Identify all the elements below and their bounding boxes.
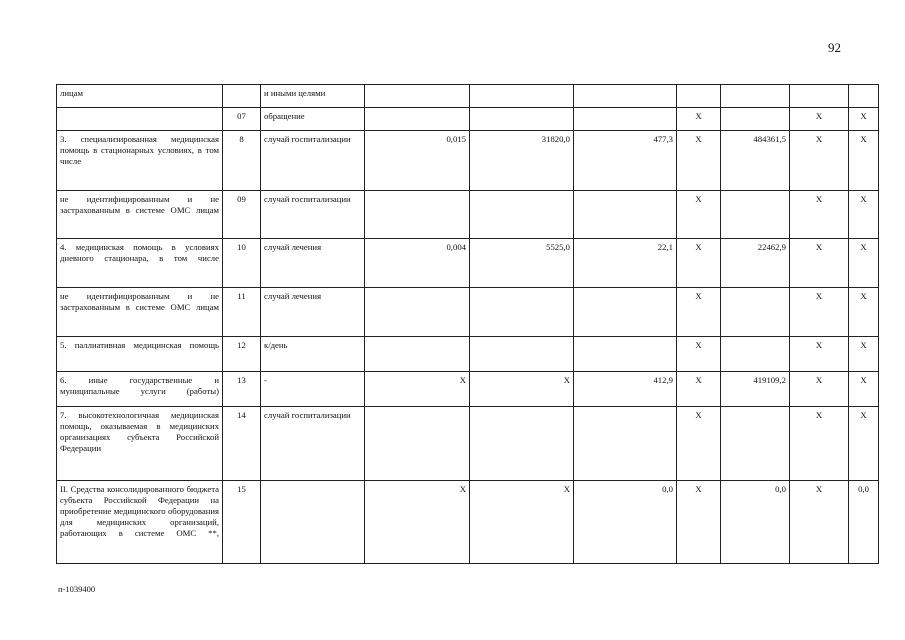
cell-col-7: Х [677, 288, 721, 337]
cell-col-5: Х [470, 372, 574, 407]
table-row [57, 85, 879, 108]
cell-col-7: Х [677, 407, 721, 481]
cell-col-4: 0,004 [365, 239, 470, 288]
table-row [57, 131, 879, 191]
cell-col-8: 0,0 [721, 481, 790, 564]
row-code [223, 85, 261, 108]
cell-col-4 [365, 108, 470, 131]
cell-col-5 [470, 407, 574, 481]
row-name: 4. медицинская помощь в условиях дневного стационара, в том числе [57, 239, 223, 288]
table-row [57, 481, 879, 564]
cell-col-6: 477,3 [574, 131, 677, 191]
row-unit: случай лечения [261, 288, 365, 337]
cell-col-8 [721, 407, 790, 481]
cell-col-7 [677, 85, 721, 108]
row-unit: и иными целями [261, 85, 365, 108]
cell-col-5: 5525,0 [470, 239, 574, 288]
table-row [57, 108, 879, 131]
row-unit: обращение [261, 108, 365, 131]
cell-col-10: Х [849, 288, 879, 337]
row-code: 13 [223, 372, 261, 407]
cell-col-5 [470, 288, 574, 337]
row-unit: к/день [261, 337, 365, 372]
cell-col-8: 419109,2 [721, 372, 790, 407]
row-name: 6. иные государственные и муниципальные услуги (работы) [57, 372, 223, 407]
cell-col-4 [365, 191, 470, 239]
cell-col-7: Х [677, 481, 721, 564]
row-code: 15 [223, 481, 261, 564]
row-code: 07 [223, 108, 261, 131]
row-name: лицам [57, 85, 223, 108]
cell-col-9: Х [790, 372, 849, 407]
cell-col-6 [574, 337, 677, 372]
cell-col-8 [721, 288, 790, 337]
cell-col-8 [721, 191, 790, 239]
row-code: 8 [223, 131, 261, 191]
cell-col-4: Х [365, 481, 470, 564]
cell-col-7: Х [677, 372, 721, 407]
cell-col-4 [365, 337, 470, 372]
cell-col-8: 484361,5 [721, 131, 790, 191]
row-unit: случай лечения [261, 239, 365, 288]
cell-col-7: Х [677, 239, 721, 288]
cell-col-9: Х [790, 288, 849, 337]
row-code: 11 [223, 288, 261, 337]
cell-col-9: Х [790, 191, 849, 239]
cell-col-8: 22462,9 [721, 239, 790, 288]
cell-col-6: 0,0 [574, 481, 677, 564]
row-unit: случай госпитализации [261, 131, 365, 191]
row-name: 3. специализированная медицинская помощь в стационарных условиях, в том числе [57, 131, 223, 191]
cell-col-10: 0,0 [849, 481, 879, 564]
cell-col-8 [721, 337, 790, 372]
cell-col-5 [470, 191, 574, 239]
table-row [57, 191, 879, 239]
cell-col-10: Х [849, 108, 879, 131]
cell-col-9: Х [790, 131, 849, 191]
cell-col-8 [721, 108, 790, 131]
row-code: 12 [223, 337, 261, 372]
cell-col-6 [574, 288, 677, 337]
cell-col-7: Х [677, 131, 721, 191]
cell-col-5 [470, 337, 574, 372]
cell-col-6 [574, 85, 677, 108]
cell-col-5: Х [470, 481, 574, 564]
cell-col-9: Х [790, 108, 849, 131]
cell-col-4 [365, 407, 470, 481]
row-code: 09 [223, 191, 261, 239]
table-row [57, 337, 879, 372]
row-unit: случай госпитализации [261, 407, 365, 481]
budget-table [56, 84, 879, 564]
cell-col-5 [470, 85, 574, 108]
row-name: II. Средства консолидированного бюджета субъекта Российской Федерации на приобретение медицинского оборудования для медицинских организаций, работающих в системе ОМС **, [57, 481, 223, 564]
cell-col-10: Х [849, 337, 879, 372]
row-unit: - [261, 372, 365, 407]
cell-col-7: Х [677, 191, 721, 239]
cell-col-7: Х [677, 337, 721, 372]
cell-col-8 [721, 85, 790, 108]
row-name: не идентифицированным и не застрахованным в системе ОМС лицам [57, 288, 223, 337]
cell-col-9 [790, 85, 849, 108]
cell-col-9: Х [790, 481, 849, 564]
cell-col-6 [574, 108, 677, 131]
table-row [57, 407, 879, 481]
cell-col-4 [365, 85, 470, 108]
table-row [57, 239, 879, 288]
row-code: 10 [223, 239, 261, 288]
table-row [57, 372, 879, 407]
row-name: 7. высокотехнологичная медицинская помощь, оказываемая в медицинских организациях субъекта Российской Федерации [57, 407, 223, 481]
cell-col-5 [470, 108, 574, 131]
cell-col-10: Х [849, 191, 879, 239]
row-code: 14 [223, 407, 261, 481]
cell-col-10 [849, 85, 879, 108]
row-unit: случай госпитализации [261, 191, 365, 239]
cell-col-5: 31820,0 [470, 131, 574, 191]
row-name [57, 108, 223, 131]
cell-col-9: Х [790, 239, 849, 288]
document-code: п-1039400 [58, 584, 96, 594]
row-unit [261, 481, 365, 564]
cell-col-6: 22,1 [574, 239, 677, 288]
cell-col-10: Х [849, 407, 879, 481]
cell-col-6 [574, 191, 677, 239]
cell-col-10: Х [849, 131, 879, 191]
row-name: 5. паллиативная медицинская помощь [57, 337, 223, 372]
cell-col-4 [365, 288, 470, 337]
cell-col-4: Х [365, 372, 470, 407]
page-number: 92 [828, 40, 841, 55]
row-name: не идентифицированным и не застрахованным в системе ОМС лицам [57, 191, 223, 239]
cell-col-10: Х [849, 239, 879, 288]
cell-col-4: 0,015 [365, 131, 470, 191]
cell-col-6: 412,9 [574, 372, 677, 407]
table-row [57, 288, 879, 337]
cell-col-9: Х [790, 407, 849, 481]
cell-col-7: Х [677, 108, 721, 131]
cell-col-9: Х [790, 337, 849, 372]
cell-col-6 [574, 407, 677, 481]
cell-col-10: Х [849, 372, 879, 407]
